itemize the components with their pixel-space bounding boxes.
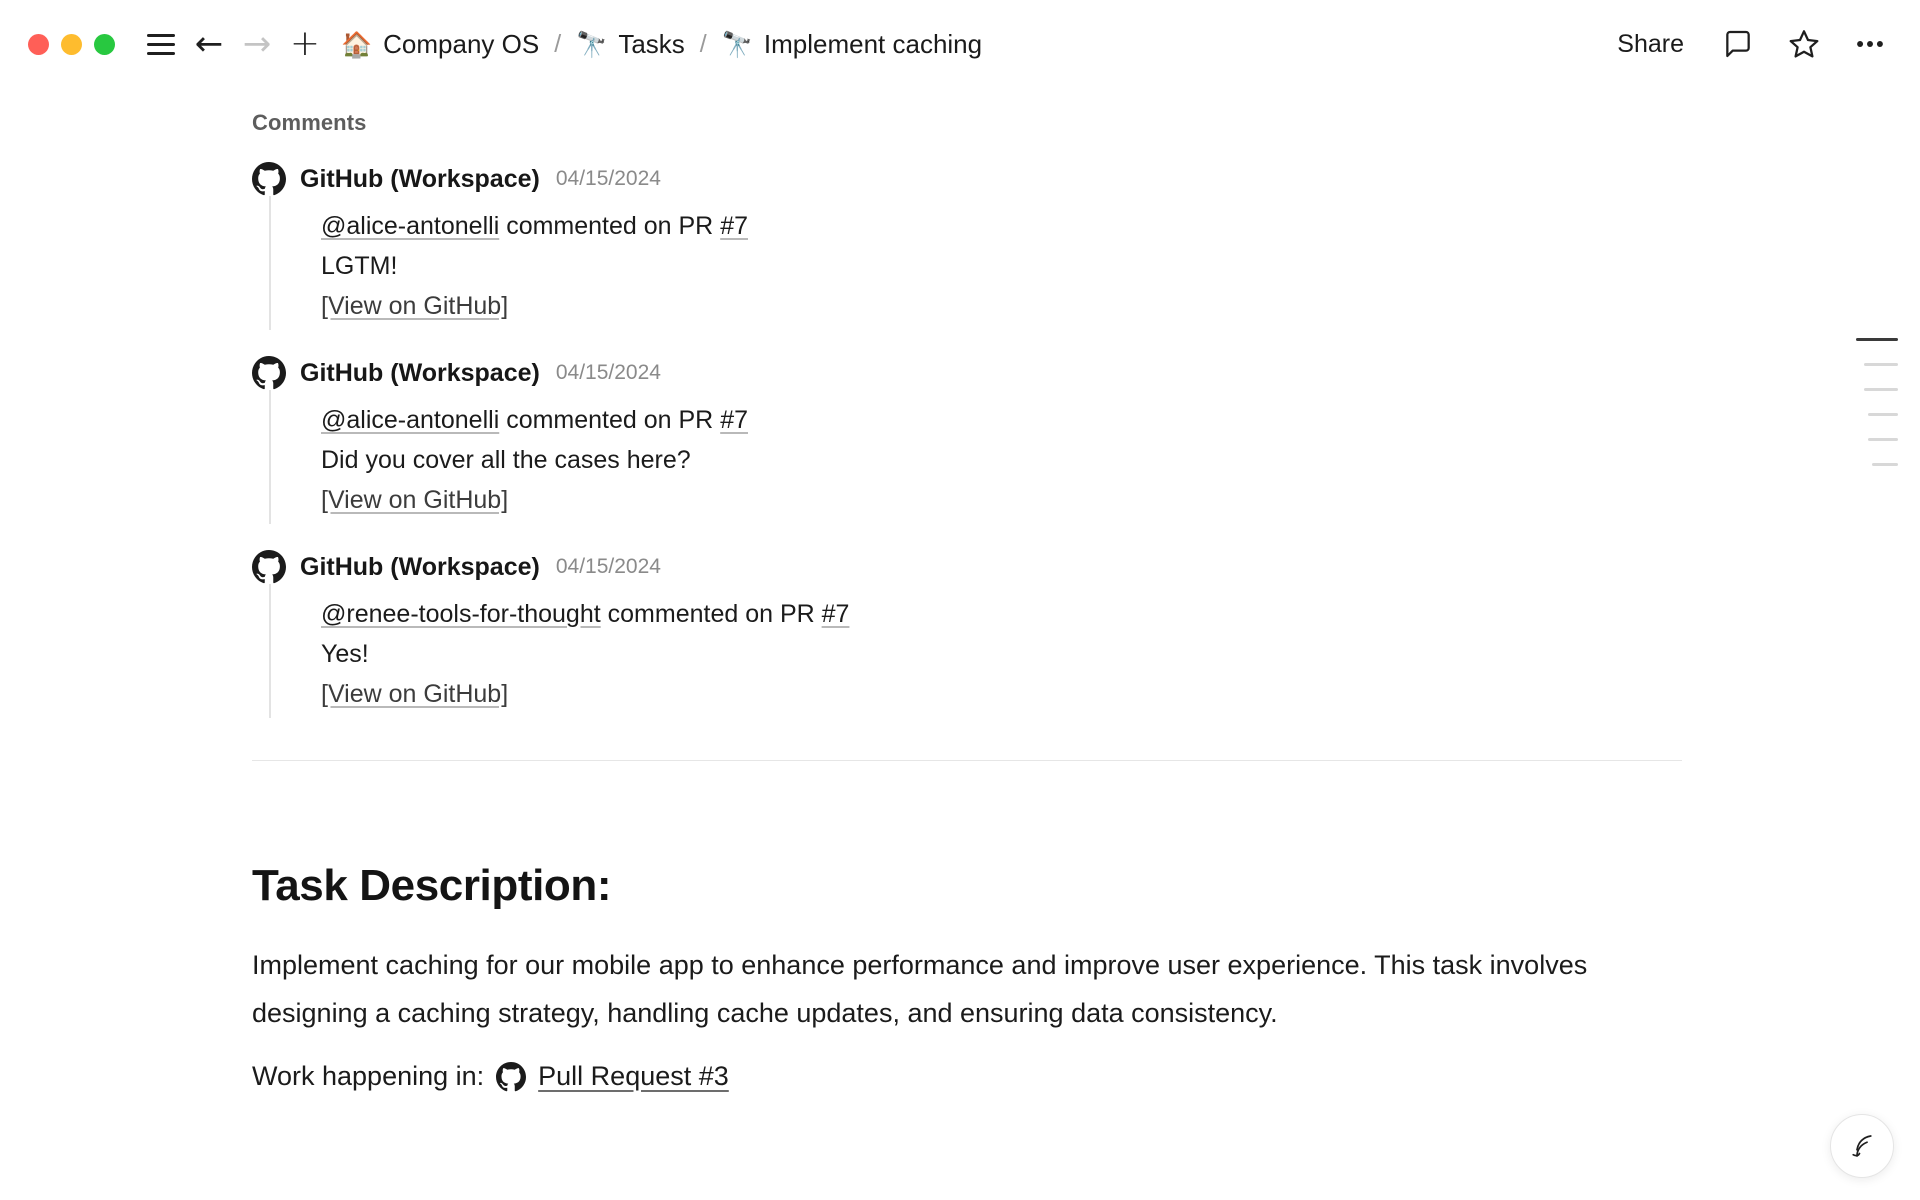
comment-date: 04/15/2024 [555, 361, 661, 384]
forward-button[interactable] [233, 20, 281, 68]
breadcrumb-separator-2: / [699, 29, 707, 58]
work-happening-line [0, 1061, 1690, 1092]
comment-activity-line [321, 206, 1690, 246]
binoculars-green-emoji-icon: 🔭 [721, 29, 753, 59]
minimap-segment[interactable] [1868, 438, 1898, 441]
minimap-segment[interactable] [1868, 413, 1898, 416]
page-body [0, 88, 1920, 1200]
comments-section-label: Comments [252, 110, 367, 135]
title-bar [0, 0, 1920, 88]
comment-activity-line [321, 400, 1690, 440]
breadcrumb-item-tasks[interactable] [570, 25, 691, 64]
github-logo-icon [252, 162, 286, 196]
comment-date: 04/15/2024 [555, 555, 661, 578]
arrow-left-icon: ← [194, 24, 224, 64]
close-window-button[interactable] [28, 34, 49, 55]
titlebar-actions [1605, 20, 1894, 68]
outline-minimap[interactable] [1856, 338, 1898, 466]
page-title: Task Description: [252, 861, 612, 910]
comment-mention-link[interactable]: @alice-antonelli [321, 406, 500, 434]
binoculars-emoji-icon: 🔭 [576, 29, 608, 59]
home-emoji-icon: 🏠 [341, 29, 373, 59]
minimize-window-button[interactable] [61, 34, 82, 55]
comment-item [0, 356, 1690, 524]
comment-pr-link[interactable]: #7 [821, 600, 850, 628]
comment-header [252, 356, 1690, 390]
quill-icon [1847, 1131, 1877, 1161]
comment-pr-link[interactable]: #7 [720, 406, 748, 434]
share-button[interactable]: Share [1617, 29, 1684, 58]
comment-header [252, 550, 1690, 584]
back-button[interactable] [185, 20, 233, 68]
comment-text: Did you cover all the cases here? [321, 446, 691, 474]
work-prefix-label: Work happening in: [252, 1061, 485, 1091]
breadcrumb-item-company-os[interactable] [335, 25, 545, 64]
github-logo-icon [252, 356, 286, 390]
plus-icon: + [289, 23, 321, 64]
comment-body [269, 390, 1690, 524]
comment-author: GitHub (Workspace) [300, 164, 540, 193]
comment-item [0, 162, 1690, 330]
maximize-window-button[interactable] [94, 34, 115, 55]
breadcrumb-label-implement-caching: Implement caching [763, 28, 983, 59]
comment-action-text: commented on PR [499, 212, 721, 240]
minimap-segment[interactable] [1872, 463, 1898, 466]
comment-mention-link[interactable]: @alice-antonelli [321, 212, 500, 240]
breadcrumb [335, 25, 988, 64]
comment-action-text: commented on PR [600, 600, 822, 628]
comment-text: Yes! [321, 640, 369, 668]
comment-date: 04/15/2024 [555, 167, 661, 190]
comment-body [269, 584, 1690, 718]
comment-bubble-icon[interactable] [1714, 20, 1762, 68]
minimap-segment[interactable] [1864, 388, 1898, 391]
comment-body [269, 196, 1690, 330]
star-icon[interactable] [1780, 20, 1828, 68]
comment-author: GitHub (Workspace) [300, 552, 540, 581]
breadcrumb-item-implement-caching[interactable] [716, 25, 988, 64]
minimap-segment[interactable] [1864, 363, 1898, 366]
breadcrumb-label-tasks: Tasks [618, 28, 685, 59]
breadcrumb-separator-1: / [554, 29, 562, 58]
view-on-github-link[interactable]: [View on GitHub] [321, 486, 509, 514]
comment-header [252, 162, 1690, 196]
task-description-text: Implement caching for our mobile app to enhance performance and improve user experience. This task involves designing a caching strategy, handling cache updates, and ensuring data consistency. [252, 950, 1588, 1028]
comment-action-text: commented on PR [499, 406, 721, 434]
window-controls [28, 34, 115, 55]
github-logo-icon [252, 550, 286, 584]
view-on-github-link[interactable]: [View on GitHub] [321, 680, 509, 708]
comment-activity-line [321, 594, 1690, 634]
comment-text: LGTM! [321, 252, 398, 280]
new-page-button[interactable] [281, 20, 329, 68]
assistant-fab-button[interactable] [1830, 1114, 1894, 1178]
comment-author: GitHub (Workspace) [300, 358, 540, 387]
hamburger-menu-icon[interactable] [137, 20, 185, 68]
arrow-right-icon: → [242, 24, 272, 64]
comment-item [0, 550, 1690, 718]
comment-mention-link[interactable]: @renee-tools-for-thought [321, 600, 601, 628]
github-logo-icon [496, 1062, 526, 1092]
view-on-github-link[interactable]: [View on GitHub] [321, 292, 509, 320]
comment-pr-link[interactable]: #7 [720, 212, 748, 240]
breadcrumb-label-company-os: Company OS [383, 28, 540, 59]
section-divider [252, 760, 1682, 761]
document-content [0, 88, 1690, 1092]
minimap-segment[interactable] [1856, 338, 1898, 341]
ellipsis-icon[interactable] [1846, 20, 1894, 68]
pull-request-link[interactable]: Pull Request #3 [538, 1061, 729, 1091]
